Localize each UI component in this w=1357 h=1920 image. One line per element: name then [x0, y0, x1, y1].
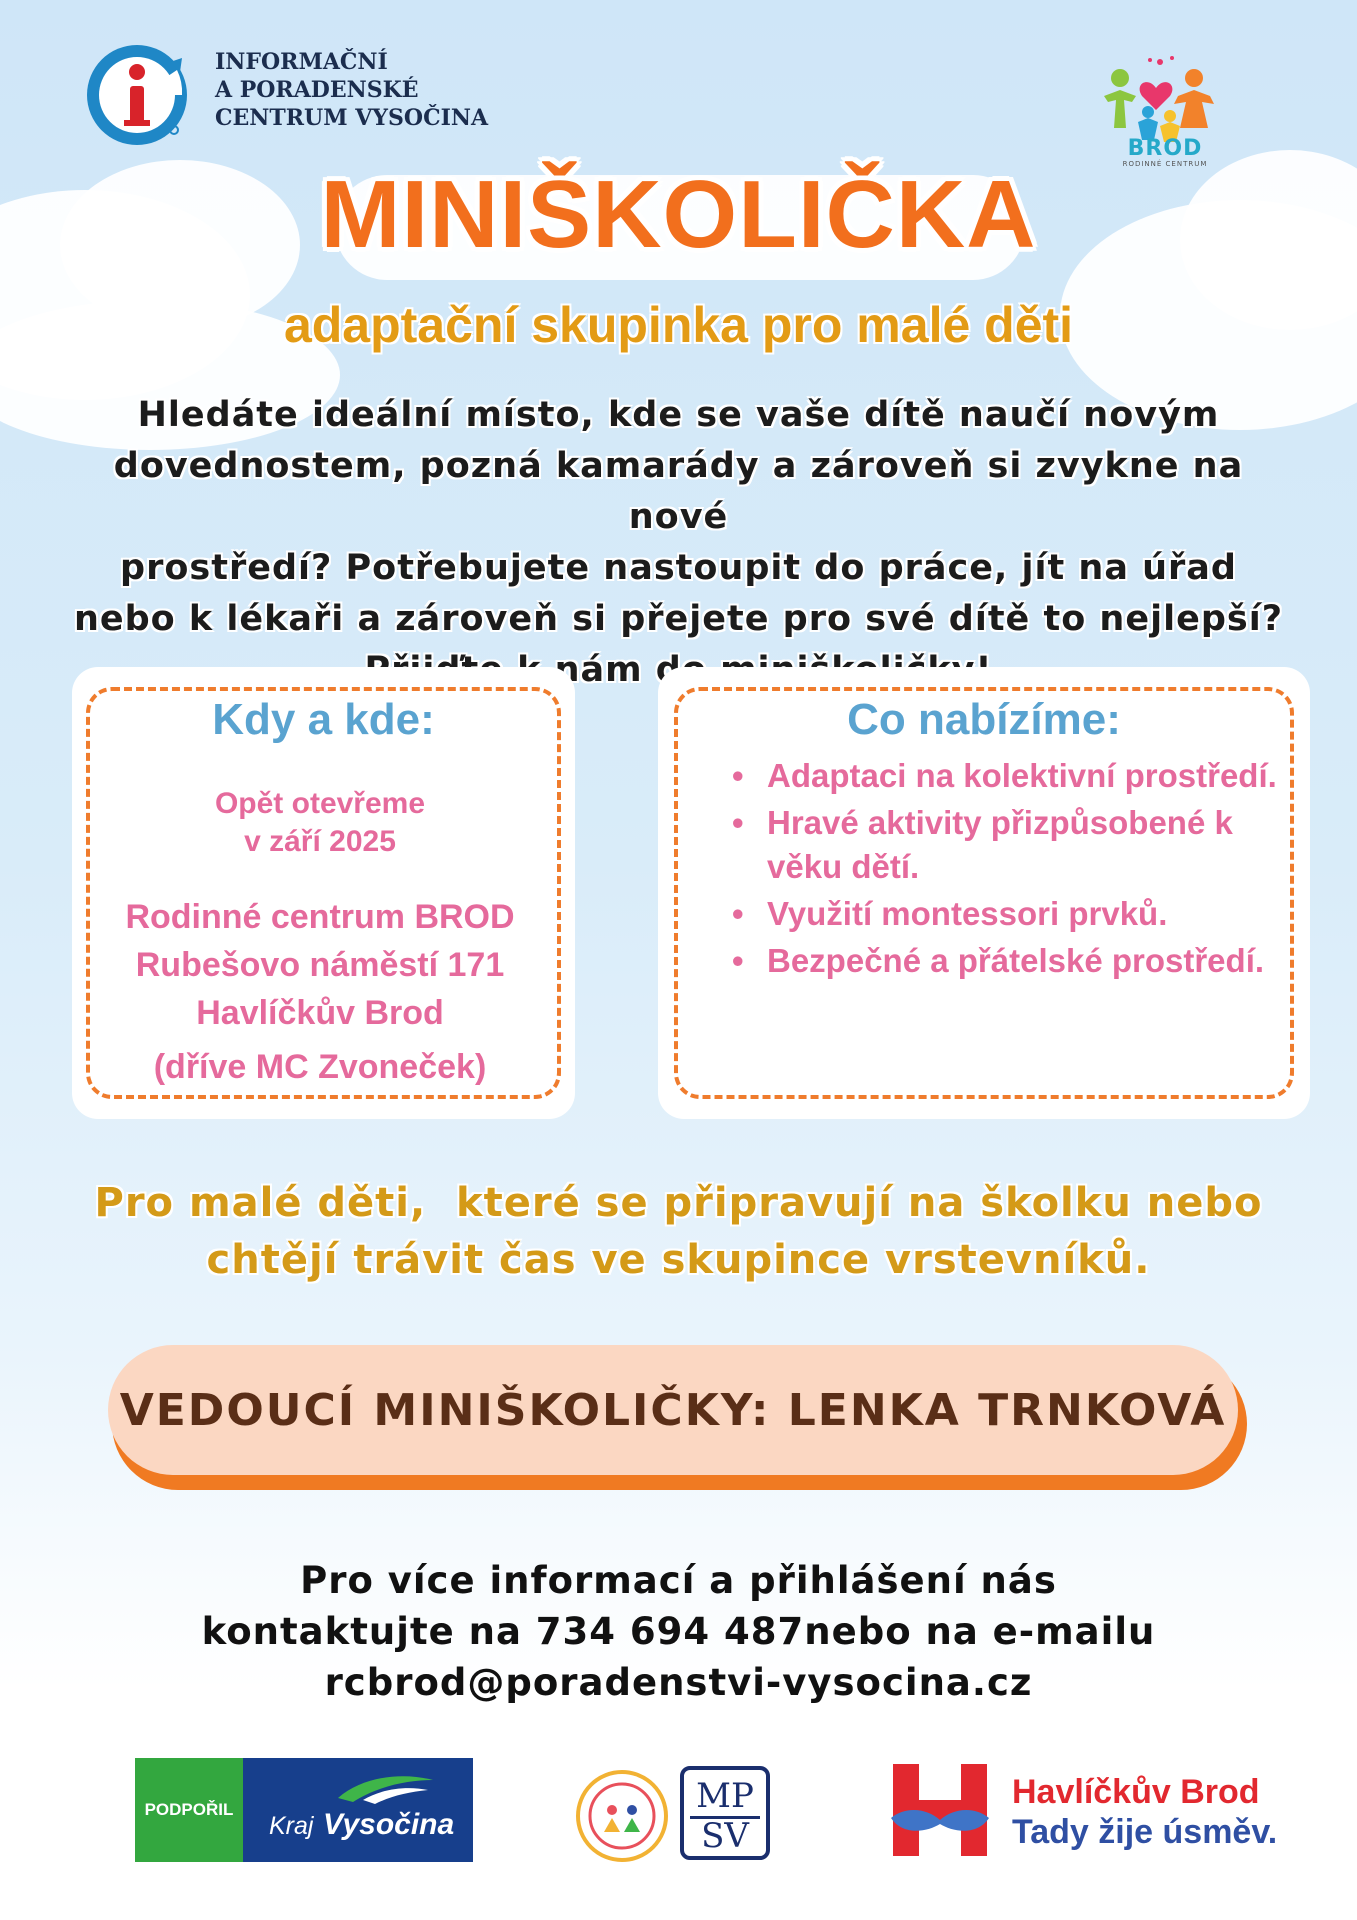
location-address	[95, 893, 545, 1091]
mpsv-bottom: SV	[701, 1816, 749, 1856]
address-line: Havlíčkův Brod	[196, 994, 444, 1032]
brod-logo-name: BROD	[1127, 136, 1203, 161]
brod-logo-subtitle: RODINNÉ CENTRUM	[1122, 160, 1208, 168]
mpsv-top: MP	[696, 1776, 754, 1816]
intro-paragraph	[60, 390, 1297, 696]
offer-list	[722, 754, 1282, 986]
ipc-info-logo-icon	[82, 40, 192, 150]
org-line-2: A PORADENSKÉ	[215, 77, 419, 103]
org-line-1: INFORMAČNÍ	[215, 49, 388, 75]
intro-line: prostředí? Potřebujete nastoupit do práce, jít na úřad	[120, 548, 1237, 588]
offer-heading: Co nabízíme:	[847, 695, 1121, 744]
city-slogan: Tady žije úsměv.	[1012, 1813, 1278, 1851]
target-line: Pro malé děti, které se připravují na školku nebo	[94, 1180, 1263, 1226]
when-where-heading: Kdy a kde:	[212, 695, 435, 744]
contact-email[interactable]: rcbrod@poradenstvi-vysocina.cz	[324, 1661, 1033, 1704]
family-friendly-badge-icon	[574, 1768, 670, 1864]
page-title: MINIŠKOLIČKA	[320, 161, 1037, 268]
intro-line: Hledáte ideální místo, kde se vaše dítě naučí novým	[137, 395, 1220, 435]
offer-item: • Využití montessori prvků.	[722, 892, 1282, 936]
organization-name	[215, 48, 535, 132]
intro-line: nebo k lékaři a zároveň si přejete pro své dítě to nejlepší?	[73, 599, 1284, 639]
opening-date	[95, 785, 545, 861]
leader-banner: VEDOUCÍ MINIŠKOLIČKY: LENKA TRNKOVÁ	[108, 1345, 1238, 1475]
supported-by-label: PODPOŘIL	[135, 1758, 243, 1862]
mpsv-logo	[680, 1766, 770, 1860]
intro-line: dovednostem, pozná kamarády a zároveň si zvykne na nové	[113, 446, 1244, 537]
kraj-name: Vysočina	[323, 1808, 455, 1841]
former-name: (dříve MC Zvoneček)	[153, 1048, 487, 1086]
contact-line: kontaktujte na 734 694 487nebo na e-mailu	[201, 1610, 1156, 1653]
org-line-3: CENTRUM VYSOČINA	[215, 105, 489, 131]
target-audience	[60, 1175, 1297, 1289]
opening-line: v září 2025	[244, 825, 396, 858]
opening-line: Opět otevřeme	[214, 787, 426, 820]
kraj-vysocina-panel	[243, 1758, 473, 1862]
havlickuv-brod-h-icon	[885, 1760, 995, 1860]
offer-item: • Bezpečné a přátelské prostředí.	[722, 939, 1282, 983]
intro-line: nám	[554, 650, 643, 690]
kraj-prefix: Kraj	[269, 1812, 314, 1840]
page-subtitle: adaptační skupinka pro malé děti	[283, 297, 1074, 353]
kraj-vysocina-logo	[135, 1758, 473, 1862]
address-line: Rodinné centrum BROD	[125, 898, 515, 936]
target-line: chtějí trávit čas ve skupince vrstevníků.	[206, 1237, 1151, 1283]
contact-info	[60, 1555, 1297, 1708]
offer-item: • Hravé aktivity přizpůsobené k věku dětí.	[722, 801, 1282, 889]
city-name: Havlíčkův Brod	[1012, 1773, 1260, 1811]
address-line: Rubešovo náměstí 171	[135, 946, 505, 984]
offer-item: • Adaptaci na kolektivní prostředí.	[722, 754, 1282, 798]
contact-line: Pro více informací a přihlášení nás	[300, 1559, 1057, 1602]
